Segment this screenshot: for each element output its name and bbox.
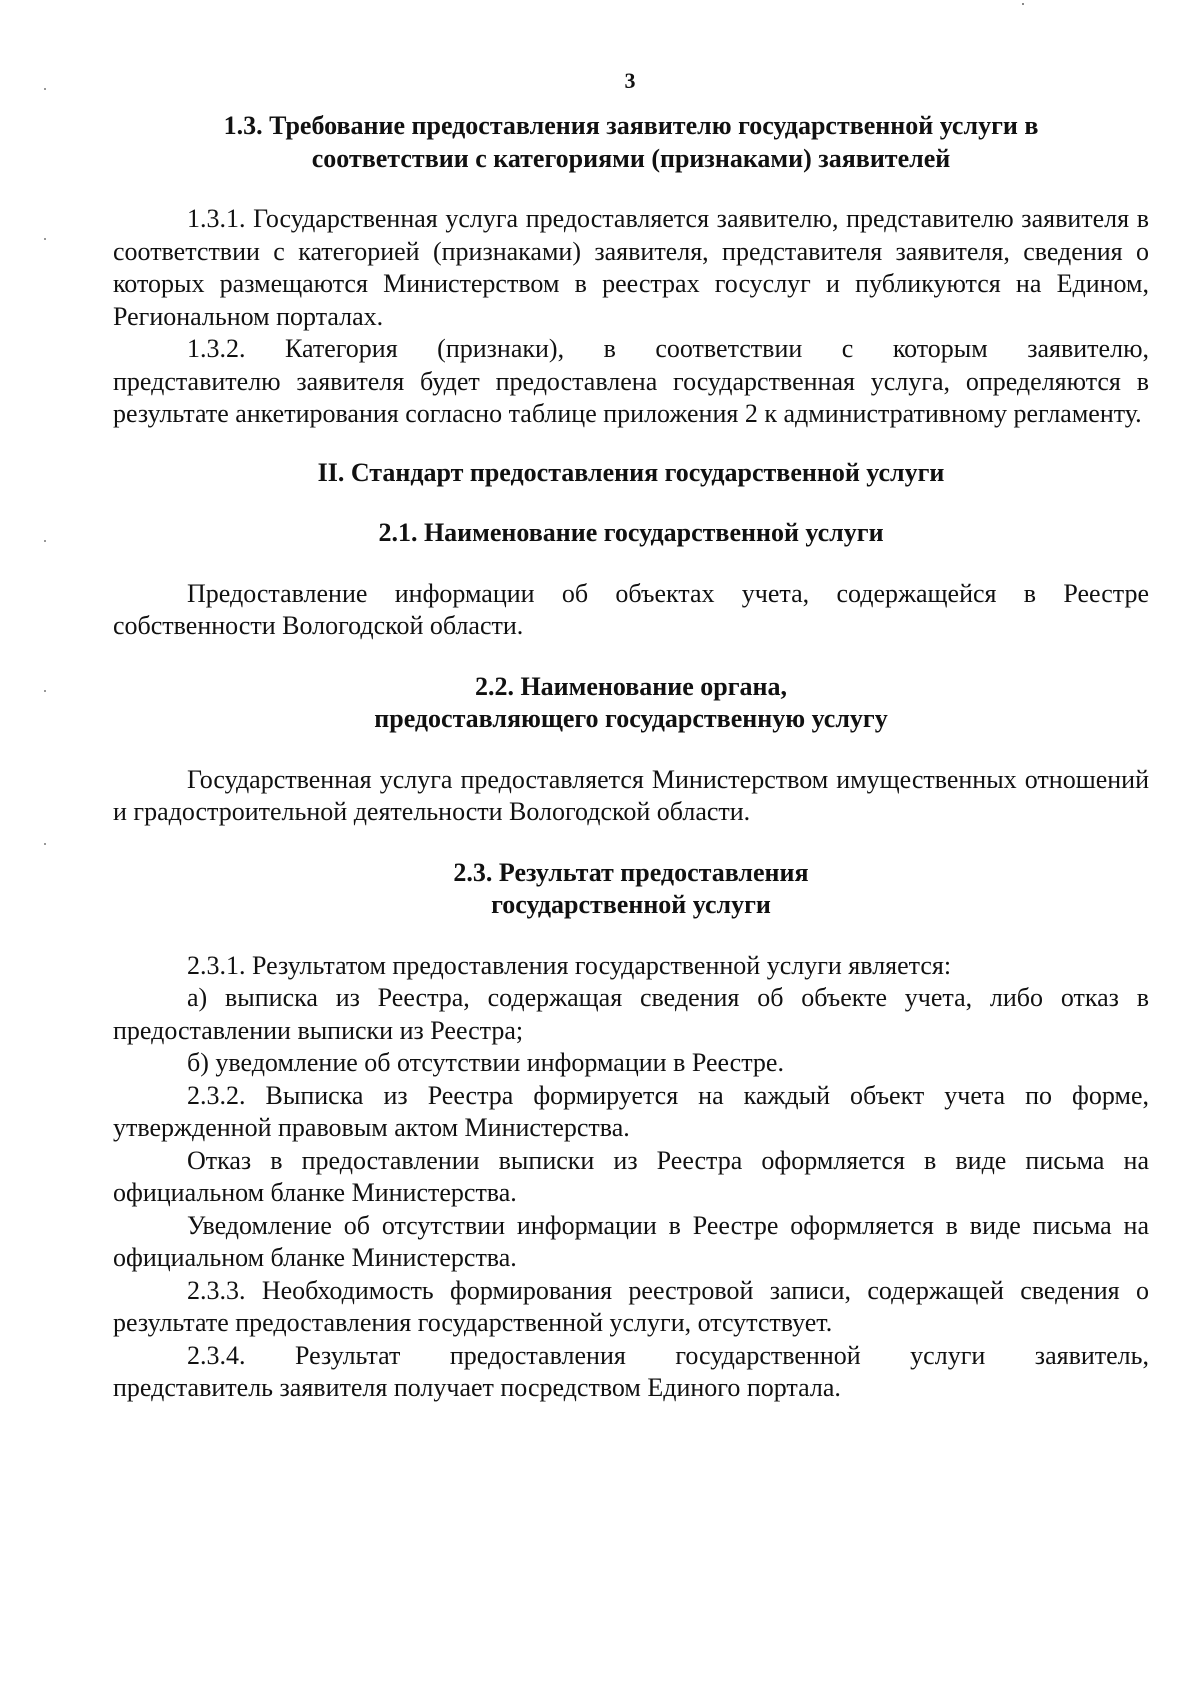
scan-margin-marks [44,0,48,1702]
paragraph-2-3-2: 2.3.2. Выписка из Реестра формируется на каждый объект учета по форме, утвержденной правовым актом Министерства. [113,1080,1149,1142]
section-1-3-heading [113,110,1149,175]
paragraph-refusal: Отказ в предоставлении выписки из Реестра оформляется в виде письма на официальном бланке Министерства. [113,1145,1149,1207]
scan-speck [1022,3,1024,5]
paragraph-2-3-4: представитель заявителя получает посредством Единого портала. [113,1373,841,1402]
scan-speck [44,690,46,692]
section-1-3-heading-line-2: соответствии с категориями (признаками) заявителей [311,143,951,173]
section-2-2-heading-line-1: 2.2. Наименование органа, [474,671,788,701]
section-2-heading: II. Стандарт предоставления государственной услуги [317,457,945,487]
section-2-3-heading-line-1: 2.3. Результат предоставления [453,857,809,887]
paragraph-2-3-3: 2.3.3. Необходимость формирования реестровой записи, содержащей сведения о результате предоставления государственной услуги, отсутствует. [113,1275,1149,1337]
paragraph-1-3-2-first-line: 1.3.2. Категория (признаки), в соответствии с которым заявителю, [187,334,1149,363]
paragraph-1-3-2: представителю заявителя будет предоставлена государственная услуга, определяются в результате анкетирования согласно таблице приложения 2 к административному регламенту. [113,366,1149,428]
paragraph-2-2: Государственная услуга предоставляется Министерством имущественных отношений и градостроительной деятельности Вологодской области. [113,764,1149,826]
section-2-2-heading [113,671,1149,736]
document-body [113,110,1149,1405]
scan-speck [44,540,46,542]
section-2-3-heading [113,857,1149,922]
scan-speck [44,238,46,240]
paragraph-2-3-1: 2.3.1. Результатом предоставления государственной услуги является: [187,950,952,980]
section-1-3-heading-line-1: 1.3. Требование предоставления заявителю государственной услуги в [223,111,1039,140]
paragraph-notice: Уведомление об отсутствии информации в Реестре оформляется в виде письма на официальном бланке Министерства. [113,1210,1149,1272]
scan-speck [44,843,46,845]
paragraph-1-3-1: 1.3.1. Государственная услуга предоставляется заявителю, представителю заявителя в соответствии с категорией (признаками) заявителя, представителя заявителя, сведения о которых размещаются Министерством в реестрах госуслуг и публикуются на Едином, Региональном порталах. [113,204,1149,331]
section-2-1-heading: 2.1. Наименование государственной услуги [378,518,884,547]
paragraph-2-3-1-b: б) уведомление об отсутствии информации в Реестре. [187,1048,784,1077]
paragraph-2-3-1-a: а) выписка из Реестра, содержащая сведения об объекте учета, либо отказ в предоставлении выписки из Реестра; [113,983,1149,1045]
paragraph-2-1: Предоставление информации об объектах учета, содержащейся в Реестре собственности Вологодской области. [113,578,1149,640]
section-2-3-heading-line-2: государственной услуги [491,890,771,919]
paragraph-2-3-4-first-line: 2.3.4. Результат предоставления государственной услуги заявитель, [187,1340,1149,1370]
section-2-2-heading-line-2: предоставляющего государственную услугу [374,704,888,733]
page-number: 3 [624,68,636,93]
